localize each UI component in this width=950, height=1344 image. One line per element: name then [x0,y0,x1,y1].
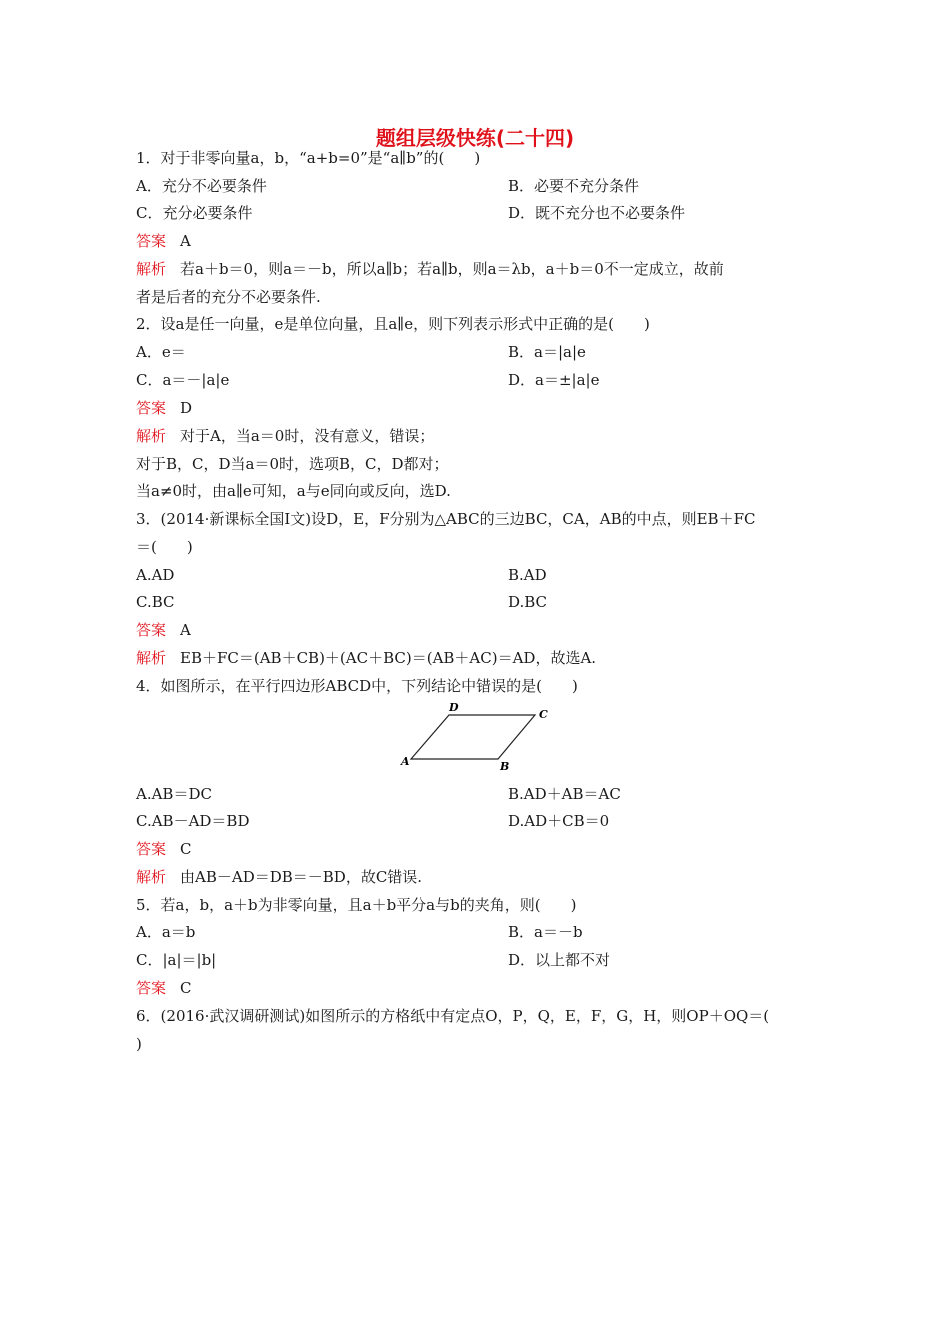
answer-label: 答案 [136,840,167,858]
answer-label: 答案 [136,232,167,250]
q3-option-c: C.BC [136,593,175,611]
answer-value: D [180,399,193,417]
analysis-text: 对于A，当a＝0时，没有意义，错误； [180,427,435,445]
q3-analysis [136,648,596,668]
q5-option-c: C．|a|＝|b| [136,951,217,969]
q5-option-a: A．a＝b [136,923,196,941]
vertex-label-d: D [449,701,459,714]
answer-value: A [180,232,191,250]
analysis-label: 解析 [136,649,167,667]
q4-option-d: D.AD＋CB＝0 [508,812,610,830]
q5-option-b: B．a＝－b [508,923,583,941]
analysis-label: 解析 [136,427,167,445]
q1-answer [136,231,191,251]
q2-analysis-cont-2: 当a≠0时，由a∥e可知，a与e同向或反向，选D. [136,482,451,500]
answer-value: C [180,979,192,997]
q1-analysis [136,259,724,279]
q4-answer [136,839,192,859]
q1-option-a: A．充分不必要条件 [136,177,267,195]
q3-option-b: B.AD [508,566,547,584]
q4-option-c: C.AB－AD＝BD [136,812,250,830]
answer-label: 答案 [136,979,167,997]
answer-value: A [180,621,191,639]
analysis-label: 解析 [136,868,167,886]
vertex-label-b: B [500,760,510,773]
q4-stem: 4．如图所示，在平行四边形ABCD中，下列结论中错误的是( ) [136,677,578,695]
q2-option-a: A．e＝ [136,343,186,361]
vertex-label-c: C [539,708,548,721]
q5-option-d: D．以上都不对 [508,951,611,969]
page-title: 题组层级快练(二十四) [375,126,575,150]
q2-stem: 2．设a是任一向量，e是单位向量，且a∥e，则下列表示形式中正确的是( ) [136,315,650,333]
q2-option-c: C．a＝－|a|e [136,371,230,389]
q4-option-a: A.AB＝DC [136,785,212,803]
q3-stem-cont: ＝( ) [136,538,193,556]
q3-answer [136,620,191,640]
answer-value: C [180,840,192,858]
q1-option-c: C．充分必要条件 [136,204,253,222]
q2-option-d: D．a＝±|a|e [508,371,600,389]
vertex-label-a: A [401,755,410,768]
q6-stem-cont: ) [136,1035,142,1053]
answer-label: 答案 [136,399,167,417]
q2-analysis-cont-1: 对于B，C，D当a＝0时，选项B，C，D都对； [136,455,449,473]
q1-option-d: D．既不充分也不必要条件 [508,204,686,222]
q2-answer [136,398,192,418]
q5-answer [136,978,192,998]
q3-option-a: A.AD [136,566,175,584]
q1-stem: 1．对于非零向量a，b，“a+b=0”是“a∥b”的( ) [136,149,481,167]
answer-label: 答案 [136,621,167,639]
analysis-label: 解析 [136,260,167,278]
analysis-text: 由AB－AD＝DB＝－BD，故C错误. [180,868,423,886]
q1-analysis-cont: 者是后者的充分不必要条件. [136,288,321,306]
analysis-text: EB＋FC＝(AB＋CB)＋(AC＋BC)＝(AB＋AC)＝AD，故选A. [180,649,597,667]
q3-option-d: D.BC [508,593,548,611]
parallelogram-figure [398,700,558,776]
q4-option-b: B.AD＋AB＝AC [508,785,621,803]
q2-option-b: B．a＝|a|e [508,343,586,361]
q5-stem: 5．若a，b，a＋b为非零向量，且a＋b平分a与b的夹角，则( ) [136,896,577,914]
q1-option-b: B．必要不充分条件 [508,177,640,195]
q2-analysis [136,426,434,446]
q6-stem: 6．(2016·武汉调研测试)如图所示的方格纸中有定点O，P，Q，E，F，G，H，则OP＋OQ＝( [136,1007,770,1025]
parallelogram-shape [411,715,535,759]
q3-stem: 3．(2014·新课标全国Ⅰ文)设D，E，F分别为△ABC的三边BC，CA，AB的中点，则EB＋FC [136,510,756,528]
analysis-text: 若a＋b＝0，则a＝－b，所以a∥b；若a∥b，则a＝λb，a＋b＝0不一定成立，故前 [180,260,724,278]
q4-analysis [136,867,422,887]
